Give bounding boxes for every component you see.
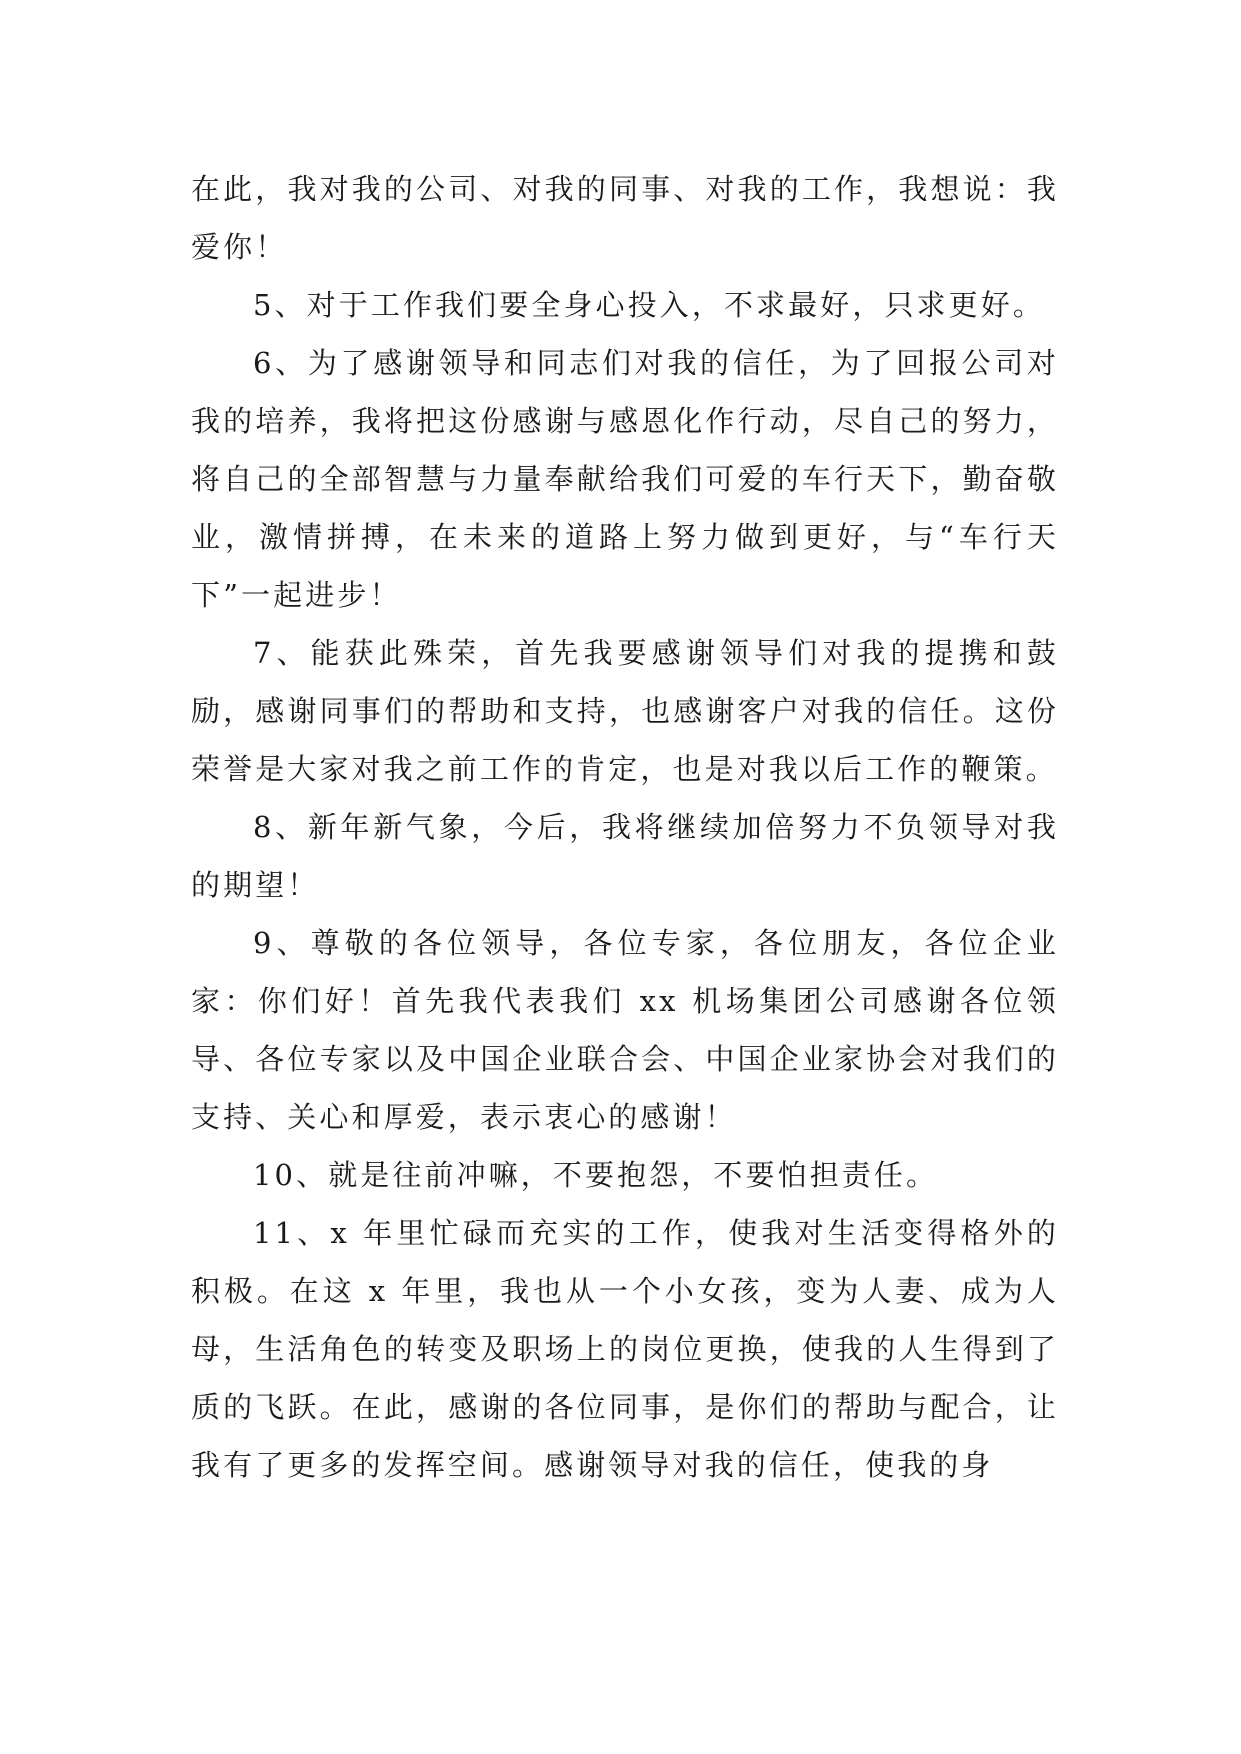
paragraph-item-5: 5、对于工作我们要全身心投入，不求最好，只求更好。 bbox=[253, 288, 1045, 322]
document-body bbox=[191, 160, 1059, 1494]
paragraph-item-9: 9、尊敬的各位领导，各位专家，各位朋友，各位企业家：你们好！首先我代表我们 xx 机场集团公司感谢各位领导、各位专家以及中国企业联合会、中国企业家协会对我们的支持、关心和厚爱，表示衷心的感谢！ bbox=[191, 926, 1059, 1134]
paragraph-item-10: 10、就是往前冲嘛，不要抱怨，不要怕担责任。 bbox=[253, 1158, 939, 1192]
paragraph-item-6: 6、为了感谢领导和同志们对我的信任，为了回报公司对我的培养，我将把这份感谢与感恩化作行动，尽自己的努力，将自己的全部智慧与力量奉献给我们可爱的车行天下，勤奋敬业，激情拼搏，在未来的道路上努力做到更好，与“车行天下”一起进步！ bbox=[191, 346, 1059, 612]
paragraph-item-11: 11、x 年里忙碌而充实的工作，使我对生活变得格外的积极。在这 x 年里，我也从一个小女孩，变为人妻、成为人母，生活角色的转变及职场上的岗位更换，使我的人生得到了质的飞跃。在此，感谢的各位同事，是你们的帮助与配合，让我有了更多的发挥空间。感谢领导对我的信任，使我的身 bbox=[191, 1216, 1059, 1482]
paragraph-item-7: 7、能获此殊荣，首先我要感谢领导们对我的提携和鼓励，感谢同事们的帮助和支持，也感谢客户对我的信任。这份荣誉是大家对我之前工作的肯定，也是对我以后工作的鞭策。 bbox=[191, 636, 1059, 786]
paragraph-item-8: 8、新年新气象，今后，我将继续加倍努力不负领导对我的期望！ bbox=[191, 810, 1059, 902]
paragraph-intro: 在此，我对我的公司、对我的同事、对我的工作，我想说：我爱你！ bbox=[191, 172, 1059, 264]
